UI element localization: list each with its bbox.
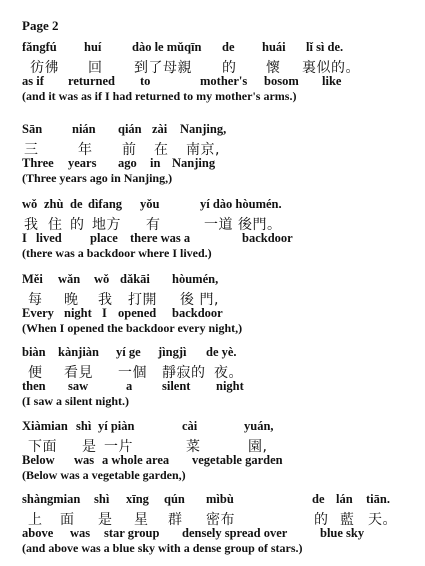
- pinyin-word: wǎn: [58, 272, 81, 286]
- page-label: Page 2: [22, 18, 59, 33]
- hanzi-word: 在: [154, 142, 169, 158]
- gloss-word: was: [70, 526, 91, 540]
- hanzi-word: 有: [146, 217, 161, 233]
- gloss-line: [22, 74, 417, 89]
- hanzi-word: 的: [222, 60, 237, 76]
- stanza: [22, 122, 417, 187]
- hanzi-word: 菜: [186, 439, 201, 455]
- gloss-word: as if: [22, 74, 44, 88]
- translation: (When I opened the backdoor every night,): [22, 321, 243, 335]
- hanzi-word: 懷: [266, 60, 281, 76]
- hanzi-word: 我: [98, 292, 113, 308]
- pinyin-word: wǒ: [22, 197, 38, 211]
- hanzi-word: 群: [168, 512, 183, 528]
- hanzi-word: 靜寂的: [162, 365, 206, 381]
- pinyin-word: dào le mǔqīn: [132, 40, 202, 54]
- pinyin-word: zài: [152, 122, 168, 136]
- gloss-word: a: [126, 379, 133, 393]
- hanzi-word: 看見: [64, 365, 93, 381]
- pinyin-word: shì: [76, 419, 92, 433]
- translation: (I saw a silent night.): [22, 394, 130, 408]
- pinyin-word: de: [222, 40, 235, 54]
- gloss-word: lived: [36, 231, 62, 245]
- pinyin-word: cài: [182, 419, 198, 433]
- hanzi-word: 的: [314, 512, 329, 528]
- gloss-line: [22, 526, 417, 541]
- hanzi-word: 藍: [340, 512, 355, 528]
- gloss-word: saw: [68, 379, 89, 393]
- pinyin-word: biàn: [22, 345, 46, 359]
- hanzi-word: 夜。: [214, 365, 243, 381]
- pinyin-word: tiān.: [366, 492, 390, 506]
- translation: (and above was a blue sky with a dense group of stars.): [22, 541, 303, 555]
- translation-line: [22, 171, 417, 187]
- gloss-word: densely spread over: [182, 526, 288, 540]
- hanzi-word: 南京,: [186, 142, 220, 158]
- gloss-word: backdoor: [242, 231, 293, 245]
- pinyin-word: de yè.: [206, 345, 237, 359]
- hanzi-word: 便: [28, 365, 43, 381]
- gloss-word: Three: [22, 156, 54, 170]
- pinyin-word: jìngjì: [158, 345, 187, 359]
- translation-line: [22, 321, 417, 337]
- pinyin-word: qún: [164, 492, 185, 506]
- hanzi-word: 打開: [128, 292, 157, 308]
- gloss-line: [22, 379, 417, 394]
- stanza: [22, 492, 417, 557]
- hanzi-word: 星: [134, 512, 149, 528]
- pinyin-word: dìfang: [88, 197, 123, 211]
- translation-line: [22, 246, 417, 262]
- hanzi-word: 是: [82, 439, 97, 455]
- gloss-word: Nanjing: [172, 156, 216, 170]
- hanzi-word: 每: [28, 292, 43, 308]
- pinyin-word: xīng: [126, 492, 149, 506]
- pinyin-word: lán: [336, 492, 353, 506]
- gloss-line: [22, 306, 417, 321]
- translation: (Below was a vegetable garden,): [22, 468, 186, 482]
- gloss-line: [22, 156, 417, 171]
- gloss-word: to: [140, 74, 151, 88]
- gloss-word: returned: [68, 74, 115, 88]
- pinyin-word: hòumén,: [172, 272, 219, 286]
- stanza: [22, 40, 417, 105]
- hanzi-line: [22, 289, 417, 306]
- stanza: [22, 272, 417, 337]
- pinyin-line: [22, 40, 417, 57]
- pinyin-word: Měi: [22, 272, 43, 286]
- hanzi-word: 年: [78, 142, 93, 158]
- gloss-word: vegetable garden: [192, 453, 283, 467]
- hanzi-word: 密布: [206, 512, 235, 528]
- translation-line: [22, 89, 417, 105]
- hanzi-word: 三: [24, 142, 39, 158]
- hanzi-line: [22, 214, 417, 231]
- hanzi-line: [22, 57, 417, 74]
- pinyin-word: yuán,: [244, 419, 274, 433]
- translation: (and it was as if I had returned to my mother's arms.): [22, 89, 297, 103]
- translation-line: [22, 468, 417, 484]
- gloss-word: there was a: [130, 231, 191, 245]
- stanza: [22, 197, 417, 262]
- gloss-line: [22, 231, 417, 246]
- gloss-word: night: [64, 306, 92, 320]
- pinyin-word: zhù: [44, 197, 64, 211]
- gloss-word: ago: [118, 156, 137, 170]
- hanzi-word: 園,: [248, 439, 268, 455]
- pinyin-word: Nanjing,: [180, 122, 227, 136]
- hanzi-line: [22, 139, 417, 156]
- pinyin-word: de: [312, 492, 325, 506]
- gloss-word: like: [322, 74, 342, 88]
- hanzi-word: 後 門,: [180, 292, 219, 308]
- pinyin-word: Sān: [22, 122, 43, 136]
- gloss-word: bosom: [264, 74, 299, 88]
- gloss-word: star group: [104, 526, 160, 540]
- hanzi-word: 彷彿: [30, 60, 59, 76]
- pinyin-word: yí piàn: [98, 419, 135, 433]
- translation: (there was a backdoor where I lived.): [22, 246, 212, 260]
- gloss-word: Every: [22, 306, 54, 320]
- hanzi-word: 下面: [28, 439, 57, 455]
- hanzi-word: 一個: [118, 365, 147, 381]
- pinyin-word: wǒ: [94, 272, 110, 286]
- hanzi-word: 到了母親: [134, 60, 192, 76]
- gloss-word: place: [90, 231, 118, 245]
- pinyin-word: dǎkāi: [120, 272, 150, 286]
- gloss-word: years: [68, 156, 97, 170]
- gloss-word: blue sky: [320, 526, 365, 540]
- hanzi-word: 晚: [64, 292, 79, 308]
- pinyin-word: shàngmian: [22, 492, 81, 506]
- pinyin-word: kànjiàn: [58, 345, 99, 359]
- hanzi-word: 回: [88, 60, 103, 76]
- pinyin-word: huí: [84, 40, 102, 54]
- pinyin-line: [22, 419, 417, 436]
- pinyin-word: mìbù: [206, 492, 234, 506]
- hanzi-word: 面: [60, 512, 75, 528]
- gloss-word: above: [22, 526, 54, 540]
- pinyin-line: [22, 197, 417, 214]
- pinyin-word: yí ge: [116, 345, 141, 359]
- hanzi-word: 天。: [368, 512, 397, 528]
- hanzi-line: [22, 509, 417, 526]
- pinyin-word: lǐ sì de.: [306, 40, 344, 54]
- translation-line: [22, 394, 417, 410]
- hanzi-word: 一片: [104, 439, 133, 455]
- gloss-word: then: [22, 379, 46, 393]
- hanzi-word: 地方: [92, 217, 121, 233]
- hanzi-word: 的: [70, 217, 85, 233]
- hanzi-word: 一道 後門。: [204, 217, 282, 233]
- gloss-word: was: [74, 453, 95, 467]
- gloss-word: opened: [118, 306, 157, 320]
- hanzi-line: [22, 362, 417, 379]
- gloss-line: [22, 453, 417, 468]
- gloss-word: Below: [22, 453, 55, 467]
- gloss-word: I: [102, 306, 107, 320]
- gloss-word: silent: [162, 379, 191, 393]
- pinyin-line: [22, 345, 417, 362]
- translation-line: [22, 541, 417, 557]
- gloss-word: I: [22, 231, 27, 245]
- pinyin-line: [22, 122, 417, 139]
- pinyin-word: Xiàmian: [22, 419, 68, 433]
- pinyin-line: [22, 272, 417, 289]
- translation: (Three years ago in Nanjing,): [22, 171, 173, 185]
- gloss-word: a whole area: [102, 453, 170, 467]
- stanza: [22, 419, 417, 484]
- gloss-word: night: [216, 379, 244, 393]
- pinyin-word: de: [70, 197, 83, 211]
- gloss-word: mother's: [200, 74, 248, 88]
- hanzi-word: 住: [48, 217, 63, 233]
- gloss-word: backdoor: [172, 306, 223, 320]
- hanzi-word: 前: [122, 142, 137, 158]
- hanzi-word: 是: [98, 512, 113, 528]
- gloss-word: in: [150, 156, 161, 170]
- pinyin-word: yí dào hòumén.: [200, 197, 282, 211]
- hanzi-word: 我: [24, 217, 39, 233]
- hanzi-word: 裏似的。: [302, 60, 360, 76]
- pinyin-word: fǎngfú: [22, 40, 57, 54]
- pinyin-word: huái: [262, 40, 286, 54]
- pinyin-word: qián: [118, 122, 142, 136]
- pinyin-word: shì: [94, 492, 110, 506]
- hanzi-line: [22, 436, 417, 453]
- stanza: [22, 345, 417, 410]
- hanzi-word: 上: [28, 512, 43, 528]
- pinyin-line: [22, 492, 417, 509]
- pinyin-word: nián: [72, 122, 96, 136]
- pinyin-word: yǒu: [140, 197, 160, 211]
